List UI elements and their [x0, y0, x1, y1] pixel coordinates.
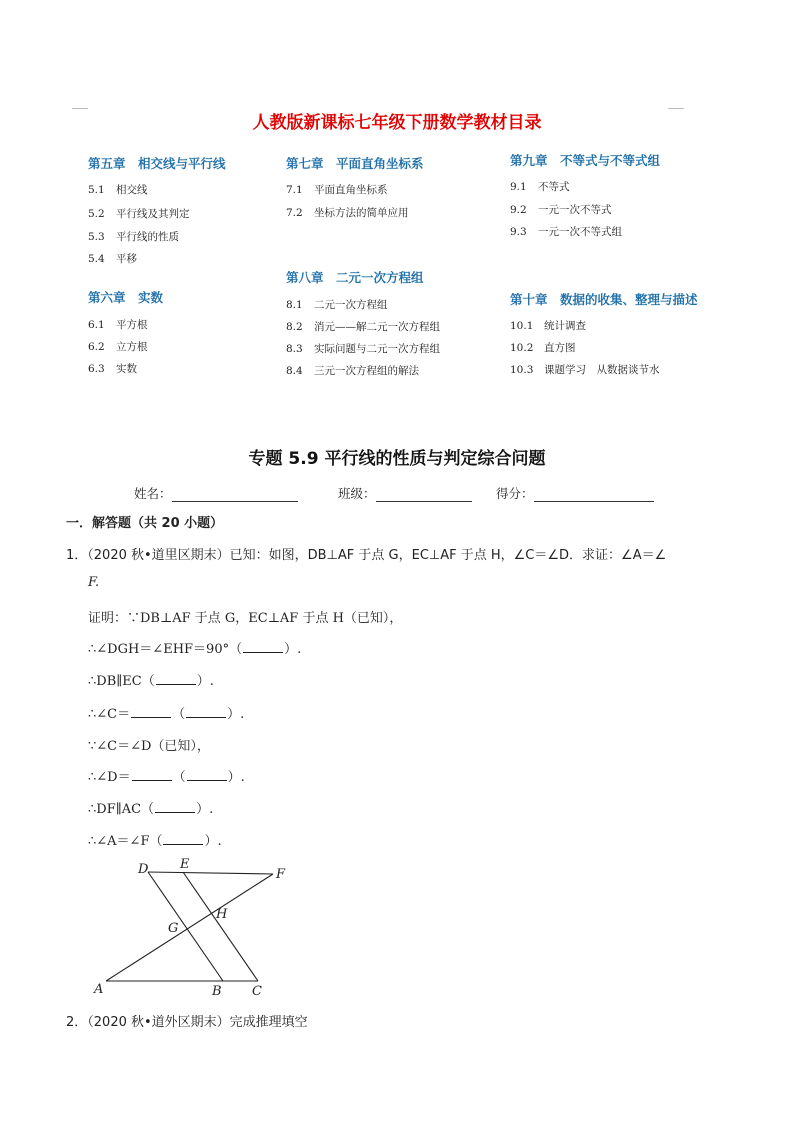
section-10-2: 10.2 直方图 — [510, 342, 576, 354]
document-title: 人教版新课标七年级下册数学教材目录 — [252, 113, 542, 133]
answer-blank[interactable] — [132, 768, 172, 781]
line-af — [106, 874, 273, 981]
section-7-2: 7.2 坐标方法的简单应用 — [286, 207, 409, 219]
chapter-10-title: 第十章 数据的收集、整理与描述 — [510, 292, 698, 307]
label-c: C — [252, 984, 262, 999]
class-field[interactable] — [338, 484, 472, 502]
name-blank[interactable] — [172, 487, 298, 502]
label-d: D — [138, 862, 149, 877]
answer-blank[interactable] — [155, 800, 195, 813]
q2-stem: 2．（2020 秋•道外区期末）完成推理填空 — [66, 1015, 308, 1030]
section-6-1: 6.1 平方根 — [88, 319, 148, 331]
q1-proof-line-8: ∴∠A＝∠F（ ）. — [88, 834, 222, 849]
section-5-4: 5.4 平移 — [88, 253, 137, 265]
answer-blank[interactable] — [131, 705, 171, 718]
chapter-7-title: 第七章 平面直角坐标系 — [286, 156, 424, 171]
section-6-2: 6.2 立方根 — [88, 341, 148, 353]
q1-proof-line-4: ∴∠C＝ （ ）. — [88, 707, 245, 722]
section-8-2: 8.2 消元——解二元一次方程组 — [286, 321, 440, 333]
section-6-3: 6.3 实数 — [88, 363, 137, 375]
chapter-8-title: 第八章 二元一次方程组 — [286, 270, 424, 285]
answer-blank[interactable] — [187, 768, 227, 781]
score-field[interactable] — [496, 484, 654, 502]
answer-blank[interactable] — [163, 832, 203, 845]
section-10-3: 10.3 课题学习 从数据谈节水 — [510, 364, 660, 376]
name-field[interactable] — [134, 484, 298, 502]
label-g: G — [168, 921, 179, 936]
label-h: H — [216, 907, 228, 922]
label-a: A — [94, 982, 104, 997]
section-8-1: 8.1 二元一次方程组 — [286, 299, 388, 311]
q1-proof-line-5: ∵∠C＝∠D（已知）， — [88, 739, 210, 754]
q1-proof-line-6: ∴∠D＝ （ ）. — [88, 770, 245, 785]
section-9-2: 9.2 一元一次不等式 — [510, 204, 612, 216]
section-10-1: 10.1 统计调查 — [510, 320, 586, 332]
class-label: 班级： — [338, 486, 376, 501]
score-label: 得分： — [496, 486, 534, 501]
label-b: B — [212, 984, 222, 999]
q1-proof-line-3: ∴DB∥EC（ ）. — [88, 674, 214, 689]
answer-blank[interactable] — [243, 640, 283, 653]
section-8-4: 8.4 三元一次方程组的解法 — [286, 365, 419, 377]
topic-title: 专题 5.9 平行线的性质与判定综合问题 — [248, 449, 546, 469]
section-8-3: 8.3 实际问题与二元一次方程组 — [286, 343, 440, 355]
label-f: F — [276, 867, 286, 882]
chapter-6-title: 第六章 实数 — [88, 290, 164, 305]
section-5-1: 5.1 相交线 — [88, 184, 148, 196]
section-7-1: 7.1 平面直角坐标系 — [286, 184, 388, 196]
line-ec — [183, 872, 258, 981]
class-blank[interactable] — [376, 487, 472, 502]
chapter-5-title: 第五章 相交线与平行线 — [88, 156, 226, 171]
answer-blank[interactable] — [186, 705, 226, 718]
q1-stem: 1．（2020 秋•道里区期末）已知：如图，DB⊥AF 于点 G，EC⊥AF 于点 H，∠C＝∠D．求证：∠A＝∠ — [66, 548, 667, 563]
label-e: E — [180, 857, 190, 872]
question-type-heading: 一．解答题（共 20 小题） — [66, 516, 224, 531]
q1-proof-line-2: ∴∠DGH＝∠EHF＝90°（ ）. — [88, 642, 302, 657]
section-5-3: 5.3 平行线的性质 — [88, 231, 179, 243]
chapter-9-title: 第九章 不等式与不等式组 — [510, 153, 661, 168]
geometry-figure — [88, 856, 308, 1001]
name-label: 姓名： — [134, 486, 172, 501]
answer-blank[interactable] — [156, 672, 196, 685]
q1-stem-cont: F. — [88, 575, 100, 590]
q1-proof-line-7: ∴DF∥AC（ ）. — [88, 802, 214, 817]
line-df — [148, 872, 273, 874]
line-db — [148, 872, 223, 981]
section-9-1: 9.1 不等式 — [510, 181, 570, 193]
score-blank[interactable] — [534, 487, 654, 502]
section-9-3: 9.3 一元一次不等式组 — [510, 226, 622, 238]
section-5-2: 5.2 平行线及其判定 — [88, 208, 190, 220]
q1-proof-line-1: 证明：∵DB⊥AF 于点 G，EC⊥AF 于点 H（已知）， — [88, 611, 403, 626]
